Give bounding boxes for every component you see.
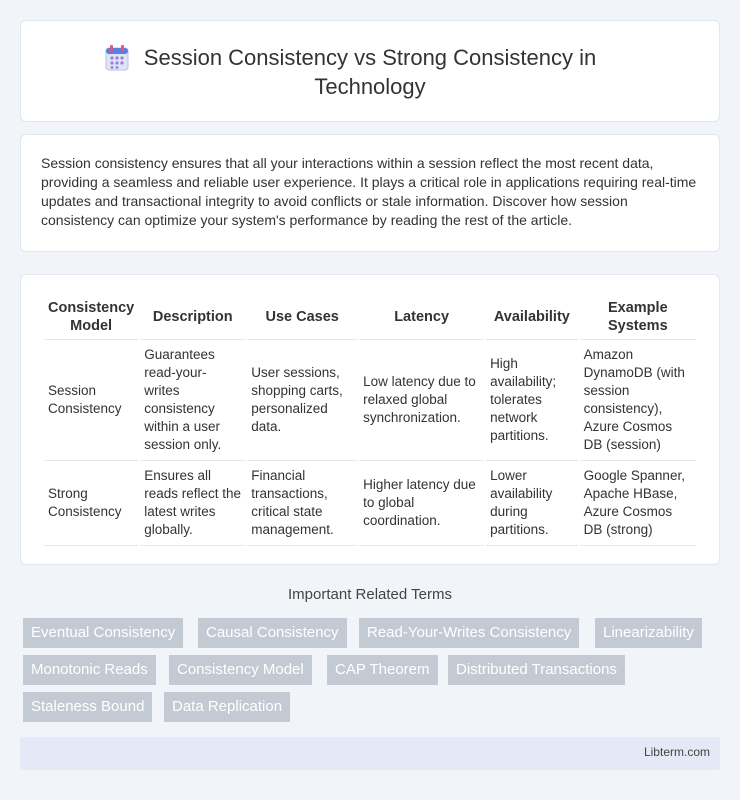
page-title-line-1: Session Consistency vs Strong Consistency in [143,45,597,70]
header-availability: Availability [486,295,578,340]
tag-staleness-bound[interactable]: Staleness Bound [23,692,152,722]
header-latency: Latency [359,295,484,340]
tag-read-your-writes-consistency[interactable]: Read-Your-Writes Consistency [359,618,579,648]
title-card [20,20,720,122]
tag-distributed-transactions[interactable]: Distributed Transactions [448,655,625,685]
table-cell: Guarantees read-your-writes consistency within a user session only. [140,340,245,461]
table-cell: User sessions, shopping carts, personalized data. [247,340,357,461]
comparison-table [42,295,698,546]
table-cell: Strong Consistency [44,461,138,546]
tag-consistency-model[interactable]: Consistency Model [169,655,312,685]
tag-cap-theorem[interactable]: CAP Theorem [327,655,438,685]
footer [20,737,720,770]
related-terms-title: Important Related Terms [288,586,452,603]
table-cell: Low latency due to relaxed global synchronization. [359,340,484,461]
table-cell: Financial transactions, critical state management. [247,461,357,546]
tag-eventual-consistency[interactable]: Eventual Consistency [23,618,183,648]
table-cell: Ensures all reads reflect the latest writes globally. [140,461,245,546]
table-cell: Lower availability during partitions. [486,461,578,546]
footer-site-link[interactable]: Libterm.com [643,745,710,759]
table-row [44,340,696,461]
tag-causal-consistency[interactable]: Causal Consistency [198,618,347,648]
table-cell: Google Spanner, Apache HBase, Azure Cosmos DB (strong) [580,461,696,546]
tag-linearizability[interactable]: Linearizability [595,618,702,648]
table-header-row [44,295,696,340]
table-cell: Session Consistency [44,340,138,461]
header-description: Description [140,295,245,340]
page-title [21,43,719,101]
intro-card [20,134,720,252]
tag-data-replication[interactable]: Data Replication [164,692,290,722]
comparison-table-card [20,274,720,565]
intro-text: Session consistency ensures that all your interactions within a session reflect the most recent data, providing a seamless and reliable user experience. It plays a critical role in applications requiring real-time updates and transactional integrity to avoid conflicts or stale information. Discover how session consistency can optimize your system's performance by reading the rest of the article. [41,155,697,228]
page-title-line-2: Technology [314,74,426,99]
table-cell: Amazon DynamoDB (with session consistency), Azure Cosmos DB (session) [580,340,696,461]
tag-monotonic-reads[interactable]: Monotonic Reads [23,655,156,685]
header-example-systems: Example Systems [580,295,696,340]
table-cell: Higher latency due to global coordination. [359,461,484,546]
table-cell: High availability; tolerates network partitions. [486,340,578,461]
header-use-cases: Use Cases [247,295,357,340]
header-consistency-model: Consistency Model [44,295,138,340]
table-row [44,461,696,546]
